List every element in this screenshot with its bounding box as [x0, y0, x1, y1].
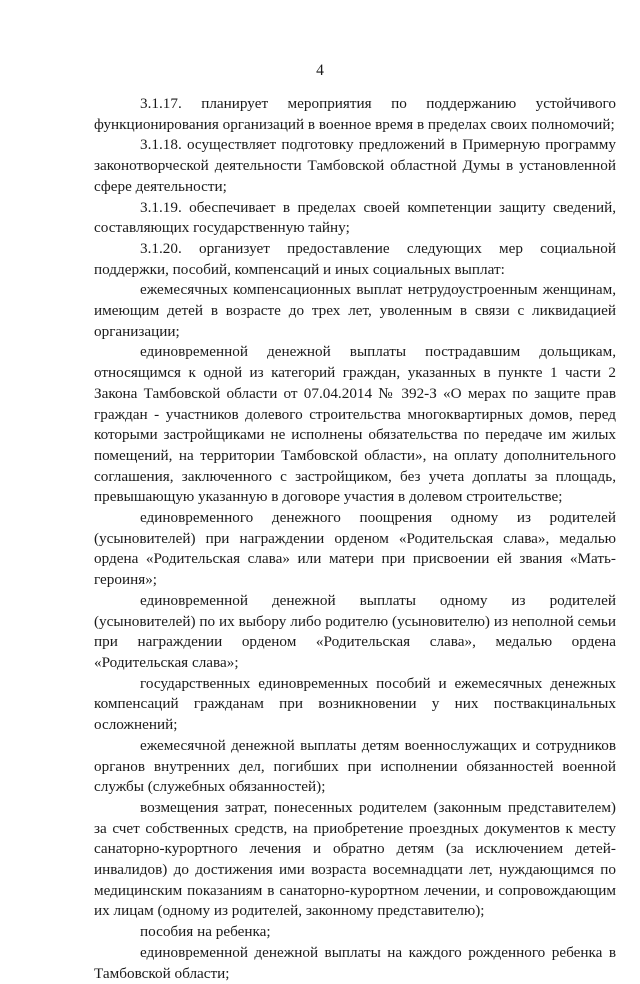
list-item-shareholders-payment: единовременной денежной выплаты пострадавшим дольщикам, относящимся к одной из категорий граждан, указанных в пункте 1 части 2 Закона Тамбовской области от 07.04.2014 № 392-З «О мерах по защите прав граждан - участников долевого строительства многоквартирных домов, перед которыми застройщиками не исполнены обязательства по передаче им жилых помещений, на территории Тамбовской области», на оплату дополнительного соглашения, заключенного с застройщиком, без учета доплаты за площадь, превышающую указанную в договоре участия в долевом строительстве;	[94, 343, 616, 506]
document-body	[94, 94, 616, 984]
page-number: 4	[316, 62, 324, 79]
paragraph-3-1-18: 3.1.18. осуществляет подготовку предложений в Примерную программу законотворческой деятельности Тамбовской областной Думы в установленной сфере деятельности;	[94, 136, 616, 195]
paragraph-3-1-20: 3.1.20. организует предоставление следующих мер социальной поддержки, пособий, компенсаций и иных социальных выплат:	[94, 239, 616, 278]
list-item-military-children-payment: ежемесячной денежной выплаты детям военнослужащих и сотрудников органов внутренних дел, погибших при исполнении обязанностей военной службы (служебных обязанностей);	[94, 736, 616, 796]
list-item-parental-glory-payment: единовременной денежной выплаты одному из родителей (усыновителей) по их выбору либо родителю (усыновителю) из неполной семьи при награждении орденом «Родительская слава», медалью ордена «Родительская слава»;	[94, 591, 616, 671]
list-item-vaccination-benefits: государственных единовременных пособий и ежемесячных денежных компенсаций гражданам при возникновении у них поствакцинальных осложнений;	[94, 674, 616, 734]
list-item-monthly-compensation: ежемесячных компенсационных выплат нетрудоустроенным женщинам, имеющим детей в возрасте до трех лет, уволенным в связи с ликвидацией организации;	[94, 281, 616, 340]
list-item-newborn-payment: единовременной денежной выплаты на каждого рожденного ребенка в Тамбовской области;	[94, 943, 616, 982]
list-item-parental-glory-bonus: единовременного денежного поощрения одному из родителей (усыновителей) при награждении орденом «Родительская слава», медалью ордена «Родительская слава» или матери при присвоении ей звания «Мать-героиня»;	[94, 509, 616, 589]
list-item-child-benefit: пособия на ребенка;	[140, 923, 271, 941]
list-item-travel-reimbursement: возмещения затрат, понесенных родителем (законным представителем) за счет собственных средств, на приобретение проездных документов к месту санаторно-курортного лечения и обратно детям (за исключением детей-инвалидов) до достижения ими возраста восемнадцати лет, нуждающимся по медицинским показаниям в санаторно-курортном лечении, и сопровождающим их лицам (одному из родителей, законному представителю);	[94, 798, 616, 920]
paragraph-3-1-17: 3.1.17. планирует мероприятия по поддержанию устойчивого функционирования организаций в военное время в пределах своих полномочий;	[94, 95, 616, 133]
paragraph-3-1-19: 3.1.19. обеспечивает в пределах своей компетенции защиту сведений, составляющих государственную тайну;	[94, 198, 616, 237]
